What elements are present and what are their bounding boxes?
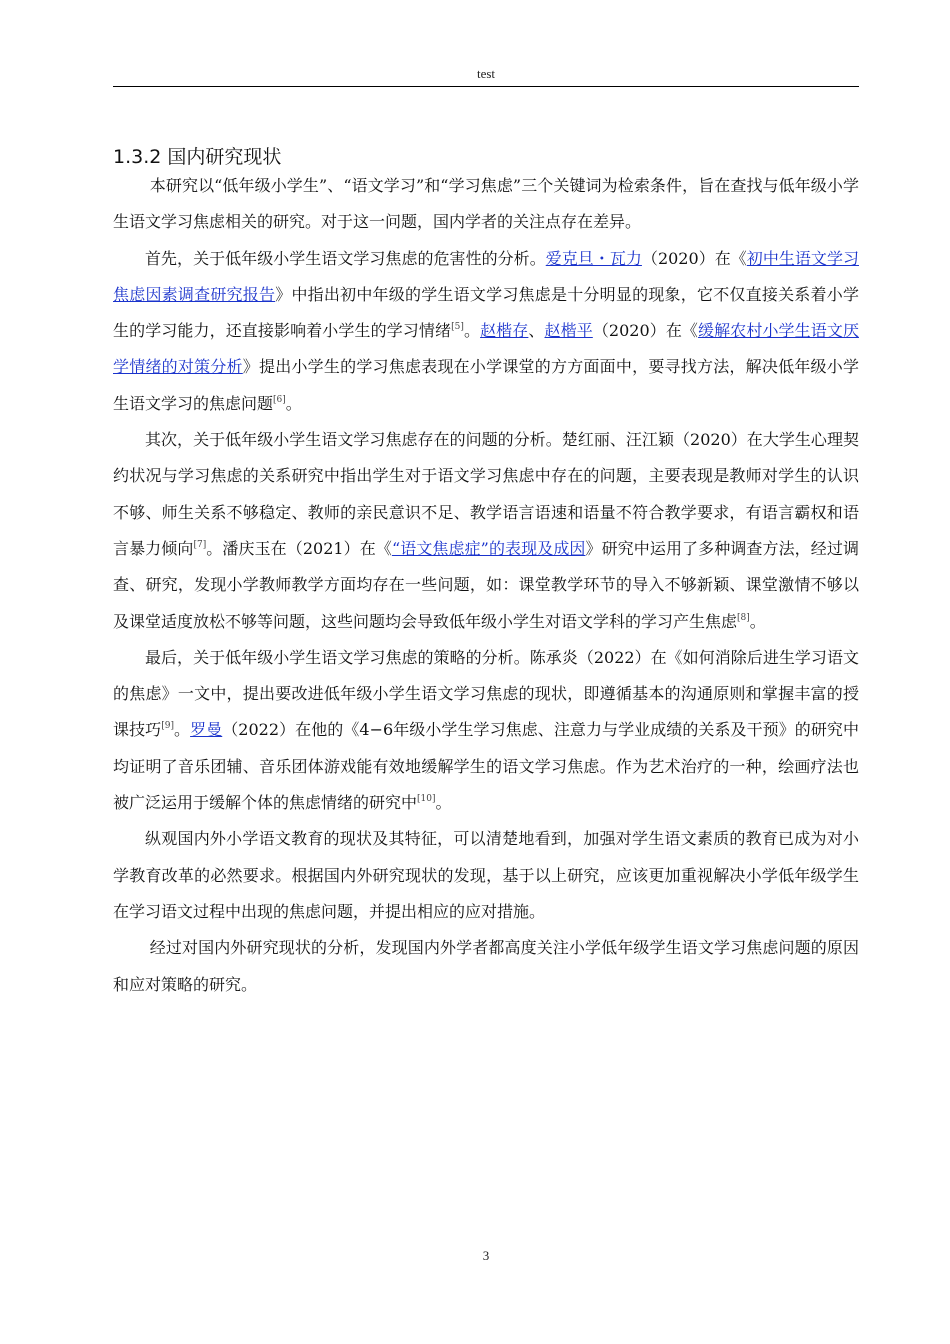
citation-marker: [10]	[417, 794, 436, 805]
header-rule	[113, 86, 859, 87]
text-run: 首先，关于低年级小学生语文学习焦虑的危害性的分析。	[145, 248, 546, 268]
author-link[interactable]: 爱克旦・瓦力	[545, 248, 642, 268]
title-link[interactable]: “语文焦虑症”的表现及成因	[391, 538, 586, 558]
paragraph-harm	[113, 241, 859, 422]
paragraph-text: 经过对国内外研究现状的分析，发现国内外学者都高度关注小学低年级学生语文学习焦虑问题的原因和应对策略的研究。	[113, 938, 859, 994]
text-run: （2022）在他的《4−6年级小学生学习焦虑、注意力与学业成绩的关系及干预》的研究中均证明了音乐团辅、音乐团体游戏能有效地缓解学生的语文学习焦虑。作为艺术治疗的一种，绘画疗法也被广泛运用于缓解个体的焦虑情绪的研究中	[113, 720, 859, 813]
body-text	[113, 168, 859, 1003]
text-run: 。	[435, 793, 452, 813]
text-run: 其次，关于低年级小学生语文学习焦虑存在的问题的分析。楚红丽、汪江颖（2020）在大学生心理契约状况与学习焦虑的关系研究中指出学生对于语文学习焦虑中存在的问题，主要表现是教师对学生的认识不够、师生关系不够稳定、教师的亲民意识不足、教学语言语速和语量不符合教学要求，有语言霸权和语言暴力倾向	[113, 430, 859, 558]
text-run: （2020）在《	[641, 248, 747, 268]
paragraph-intro	[113, 168, 859, 241]
page-number: 3	[482, 1248, 490, 1263]
text-run: 。潘庆玉在（2021）在《	[206, 538, 392, 558]
text-run: 》研究中运用了多种调查方法，经过调查、研究，发现小学教师教学方面均存在一些问题，如：课堂教学环节的导入不够新颖、课堂激情不够以及课堂适度放松不够等问题，这些问题均会导致低年级小学生对语文学科的学习产生焦虑	[113, 538, 859, 631]
text-run: 。	[173, 720, 191, 740]
author-link[interactable]: 赵楷平	[544, 321, 593, 341]
citation-marker: [8]	[737, 612, 750, 623]
author-link[interactable]: 罗曼	[190, 720, 223, 740]
text-run: 、	[528, 321, 545, 341]
citation-marker: [6]	[273, 394, 286, 405]
citation-marker: [7]	[193, 539, 207, 550]
text-run: 》提出小学生的学习焦虑表现在小学课堂的方方面面中，要寻找方法，解决低年级小学生语文学习的焦虑问题	[113, 357, 859, 413]
citation-marker: [9]	[161, 721, 174, 732]
text-run: 。	[463, 321, 481, 341]
text-run: （2020）在《	[592, 321, 699, 341]
title-link[interactable]: 初中生语文学习焦虑因素调查研究报告	[113, 248, 859, 304]
paragraph-text: 纵观国内外小学语文教育的现状及其特征，可以清楚地看到，加强对学生语文素质的教育已成为对小学教育改革的必然要求。根据国内外研究现状的发现，基于以上研究，应该更加重视解决小学低年级学生在学习语文过程中出现的焦虑问题，并提出相应的应对措施。	[113, 829, 859, 921]
citation-marker: [5]	[451, 322, 464, 333]
text-run: 》中指出初中年级的学生语文学习焦虑是十分明显的现象，它不仅直接关系着小学生的学习能力，还直接影响着小学生的学习情绪	[113, 284, 859, 341]
paragraph-text: 本研究以“低年级小学生”、“语文学习”和“学习焦虑”三个关键词为检索条件，旨在查找与低年级小学生语文学习焦虑相关的研究。对于这一问题，国内学者的关注点存在差异。	[113, 176, 859, 232]
text-run: 最后，关于低年级小学生语文学习焦虑的策略的分析。陈承炎（2022）在《如何消除后进生学习语文的焦虑》一文中，提出要改进低年级小学生语文学习焦虑的现状，即遵循基本的沟通原则和掌握丰富的授课技巧	[113, 647, 859, 740]
paragraph-problems	[113, 422, 859, 640]
paragraph-overview	[113, 821, 859, 930]
author-link[interactable]: 赵楷存	[480, 321, 529, 341]
page-header: test	[476, 66, 496, 81]
section-heading: 1.3.2 国内研究现状	[113, 145, 282, 168]
text-run: 。	[285, 393, 302, 413]
text-run: 。	[749, 611, 766, 631]
paragraph-conclusion	[113, 930, 859, 1003]
paragraph-strategies	[113, 640, 859, 821]
title-link[interactable]: 缓解农村小学生语文厌学情绪的对策分析	[113, 321, 859, 377]
